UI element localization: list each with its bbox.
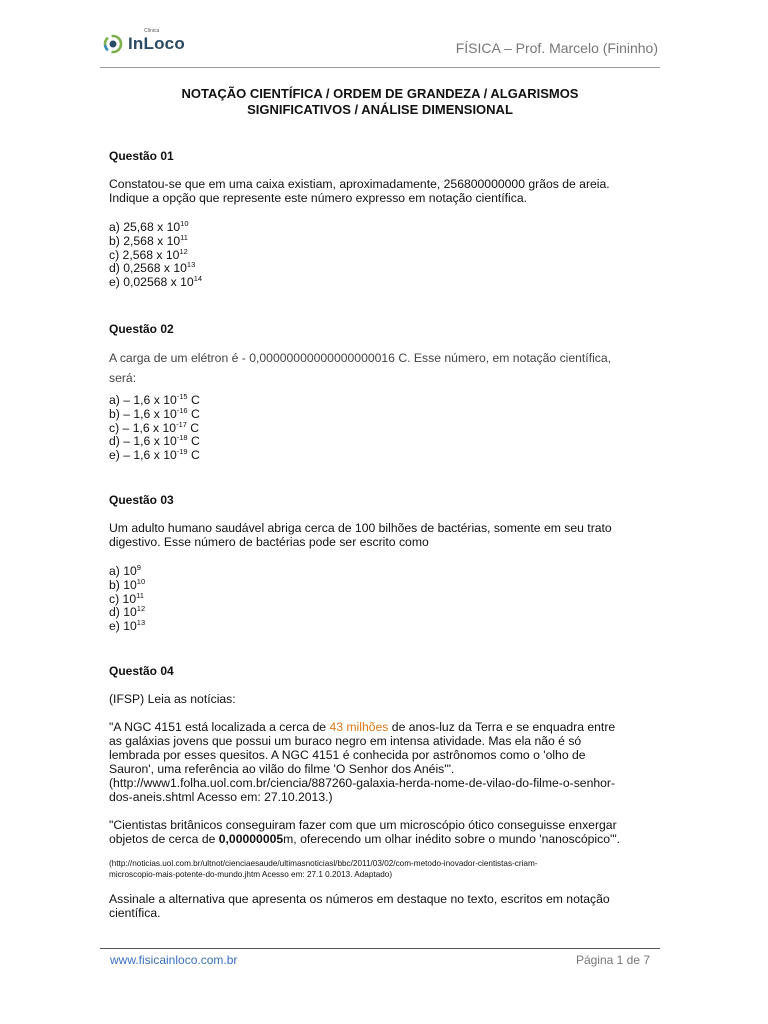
source2-line-1: (http://noticias.uol.com.br/ultnot/cienciaesaude/ultimasnoticiasl/bbc/2011/03/02/com-metodo-inovador-cientistas-criam-	[109, 858, 538, 868]
q3-option-e: e) $10^{13}$	[109, 618, 146, 634]
page-footer	[100, 948, 660, 970]
q1-option-b: b) 2,568 x $10^{11}$	[109, 232, 188, 248]
q2-text-line-1: A carga de um elétron é - 0,00000000000000000016 C. Esse número, em notação científica,	[109, 350, 612, 365]
q3-option-b: b) $10^{10}$	[109, 576, 146, 592]
q2-text-line-2: será:	[109, 370, 137, 385]
q4-ask-line-2: científica.	[109, 905, 161, 920]
q4-ask-line-1: Assinale a alternativa que apresenta os números em destaque no texto, escritos em notação	[109, 891, 610, 906]
news2-bold-number: 0,00000005	[218, 831, 284, 846]
q4-source-2	[109, 858, 669, 880]
q2-option-e: e) – 1,6 x $10^{-19}$ C	[109, 447, 200, 463]
document-body	[109, 149, 669, 920]
q3-text-line-1: Um adulto humano saudável abriga cerca de 100 bilhões de bactérias, somente em seu trato	[109, 520, 612, 535]
footer-website-link[interactable]: www.fisicainloco.com.br	[110, 953, 238, 967]
q4-intro: (IFSP) Leia as notícias:	[109, 691, 236, 706]
page-header	[100, 28, 660, 68]
logo	[102, 30, 185, 58]
q4-title: Questão 04	[109, 663, 174, 678]
logo-small-text: Clínica	[144, 28, 160, 34]
q1-text-line-2: Indique a opção que represente este número expresso em notação científica.	[109, 191, 528, 205]
q2-option-b: b) – 1,6 x $10^{-16}$ C	[109, 405, 200, 421]
q3-title: Questão 03	[109, 492, 174, 507]
q3-text-line-2: digestivo. Esse número de bactérias pode ser escrito como	[109, 534, 429, 549]
q2-options	[109, 391, 669, 463]
q2-option-c: c) – 1,6 x $10^{-17}$ C	[109, 419, 200, 435]
page-title	[100, 86, 660, 118]
news1-line-1: "A NGC 4151 está localizada a cerca de 43 milhões de anos-luz da Terra e se enquadra entre	[109, 719, 616, 734]
q3-option-a: a) $10^9$	[109, 562, 141, 578]
news1-line-2: as galáxias jovens que possui um buraco negro em intensa atividade. Mas ela não é só	[109, 733, 582, 748]
news1-line-3: lembrada por esses quesitos. A NGC 4151 é conhecida por astrônomos como o 'olho de	[109, 747, 586, 762]
news1-source-line-2: dos-aneis.shtml Acesso em: 27.10.2013.)	[109, 789, 333, 804]
source2-line-2: microscopio-mais-potente-do-mundo.jhtm Acesso em: 27.1 0.2013. Adaptado)	[109, 869, 393, 879]
q4-news-1	[109, 720, 669, 804]
q1-option-e: e) 0,02568 x $10^{14}$	[109, 274, 203, 290]
q1-option-c: c) 2,568 x $10^{12}$	[109, 246, 188, 262]
q3-option-d: d) $10^{12}$	[109, 604, 146, 620]
header-subject: FÍSICA – Prof. Marcelo (Fininho)	[455, 40, 658, 56]
logo-text: InLoco	[128, 34, 185, 53]
logo-ring-icon	[102, 33, 124, 55]
q3-option-c: c) $10^{11}$	[109, 590, 144, 606]
q1-text-line-1: Constatou-se que em uma caixa existiam, aproximadamente, 256800000000 grãos de areia.	[109, 177, 610, 191]
news1-line-4: Sauron', uma referência ao vilão do filme 'O Senhor dos Anéis'".	[109, 761, 455, 776]
footer-page-number: Página 1 de 7	[575, 953, 650, 967]
title-line-2: SIGNIFICATIVOS / ANÁLISE DIMENSIONAL	[247, 102, 513, 117]
q2-option-d: d) – 1,6 x $10^{-18}$ C	[109, 433, 200, 449]
q1-option-a: a) 25,68 x $10^{10}$	[109, 219, 189, 234]
q3-options	[109, 562, 669, 634]
q1-options	[109, 221, 669, 290]
q1-option-d: d) 0,2568 x $10^{13}$	[109, 260, 196, 276]
news2-line-2: objetos de cerca de 0,00000005m, oferecendo um olhar inédito sobre o mundo 'nanoscópico'".	[109, 831, 621, 846]
news1-source-line-1: (http://www1.folha.uol.com.br/ciencia/887260-galaxia-herda-nome-de-vilao-do-filme-o-senhor-	[109, 775, 616, 790]
q2-option-a: a) – 1,6 x $10^{-15}$ C	[109, 391, 200, 407]
q2-title: Questão 02	[109, 321, 174, 336]
q1-title: Questão 01	[109, 149, 174, 163]
news1-highlight: 43 milhões	[329, 719, 389, 734]
news2-line-1: "Cientistas britânicos conseguiram fazer com que um microscópio ótico conseguisse enxergar	[109, 817, 617, 832]
title-line-1: NOTAÇÃO CIENTÍFICA / ORDEM DE GRANDEZA / ALGARISMOS	[181, 86, 579, 101]
q4-news-2	[109, 818, 669, 846]
